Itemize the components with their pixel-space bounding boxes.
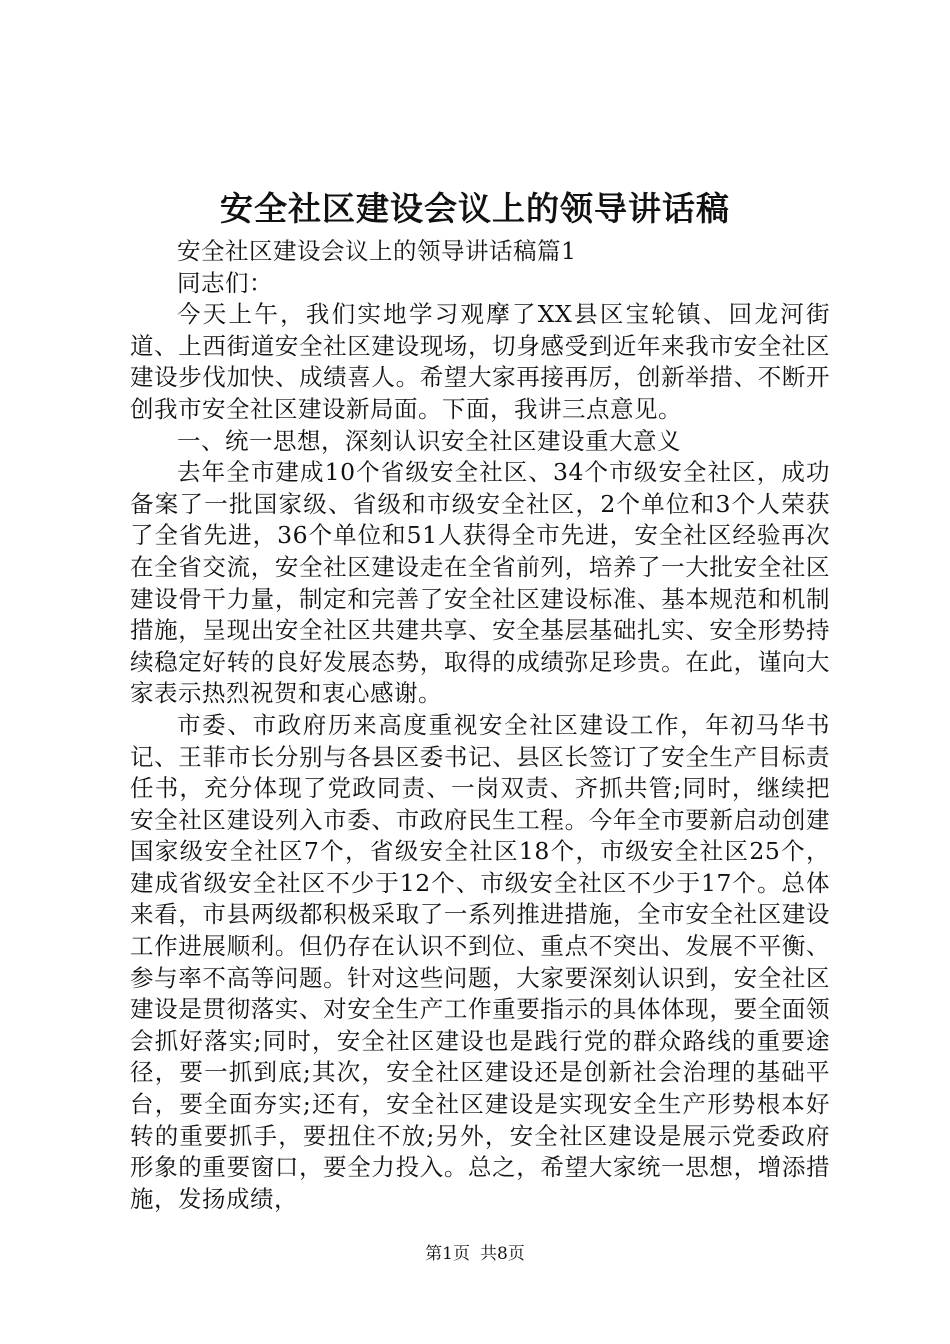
- page-number-current: 第1页: [425, 1244, 470, 1264]
- page-footer: [0, 1242, 950, 1266]
- body-paragraph: 市委、市政府历来高度重视安全社区建设工作，年初马华书记、王菲市长分别与各县区委书记、县区长签订了安全生产目标责任书，充分体现了党政同责、一岗双责、齐抓共管;同时，继续把安全社区建设列入市委、市政府民生工程。今年全市要新启动创建国家级安全社区7个，省级安全社区18个，市级安全社区25个，建成省级安全社区不少于12个、市级安全社区不少于17个。总体来看，市县两级都积极采取了一系列推进措施，全市安全社区建设工作进展顺利。但仍存在认识不到位、重点不突出、发展不平衡、参与率不高等问题。针对这些问题，大家要深刻认识到，安全社区建设是贯彻落实、对安全生产工作重要指示的具体体现，要全面领会抓好落实;同时，安全社区建设也是践行党的群众路线的重要途径，要一抓到底;其次，安全社区建设还是创新社会治理的基础平台，要全面夯实;还有，安全社区建设是实现安全生产形势根本好转的重要抓手，要扭住不放;另外，安全社区建设是展示党委政府形象的重要窗口，要全力投入。总之，希望大家统一思想，增添措施，发扬成绩，: [130, 710, 830, 1213]
- salutation-paragraph: 同志们：: [177, 268, 273, 297]
- document-body: [130, 236, 830, 1215]
- section-heading-paragraph: 安全社区建设会议上的领导讲话稿篇1: [177, 237, 577, 265]
- body-paragraph: 去年全市建成10个省级安全社区、34个市级安全社区，成功备案了一批国家级、省级和市级安全社区，2个单位和3个人荣获了全省先进，36个单位和51人获得全市先进，安全社区经验再次在全省交流，安全社区建设走在全省前列，培养了一大批安全社区建设骨干力量，制定和完善了安全社区建设标准、基本规范和机制措施，呈现出安全社区共建共享、安全基层基础扎实、安全形势持续稳定好转的良好发展态势，取得的成绩弥足珍贵。在此，谨向大家表示热烈祝贺和衷心感谢。: [130, 458, 830, 708]
- point-heading-paragraph: 一、统一思想，深刻认识安全社区建设重大意义: [177, 426, 681, 455]
- page-number-total: 共8页: [480, 1244, 525, 1264]
- body-paragraph: 今天上午，我们实地学习观摩了XX县区宝轮镇、回龙河街道、上西街道安全社区建设现场，切身感受到近年来我市安全社区建设步伐加快、成绩喜人。希望大家再接再厉，创新举措、不断开创我市安全社区建设新局面。下面，我讲三点意见。: [130, 300, 830, 423]
- document-title: 安全社区建设会议上的领导讲话稿: [220, 189, 730, 228]
